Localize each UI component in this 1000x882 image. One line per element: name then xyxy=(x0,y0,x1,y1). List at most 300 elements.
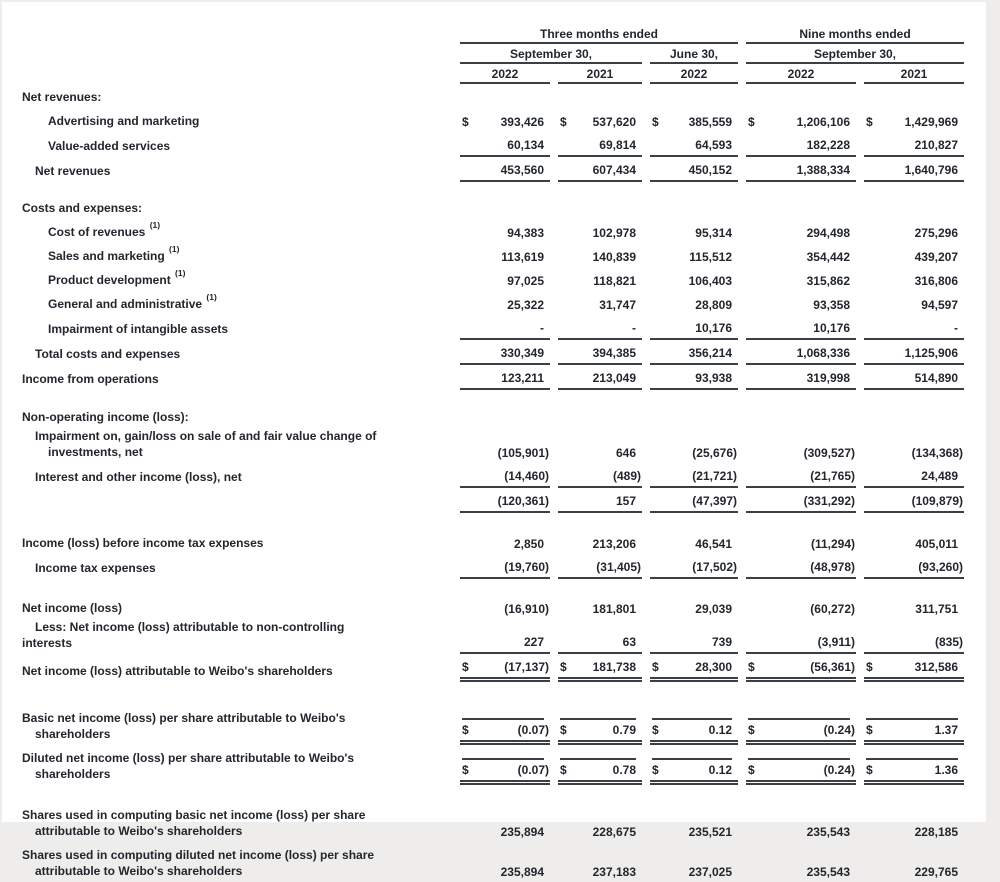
currency-symbol: $ xyxy=(462,763,469,777)
row-label xyxy=(22,530,452,554)
row-non-operating-total xyxy=(22,488,964,513)
value: 315,862 xyxy=(806,274,850,288)
label-line: Diluted net income (loss) per share attributable to Weibo's xyxy=(22,751,355,765)
row-non-operating-header xyxy=(22,404,964,428)
header-year: 2021 xyxy=(864,64,964,84)
row-diluted-eps xyxy=(22,750,964,785)
value: 1,206,106 xyxy=(796,115,850,129)
currency-symbol: $ xyxy=(560,115,567,129)
empty-cells xyxy=(460,195,964,219)
value: 69,814 xyxy=(599,138,636,152)
value-cell xyxy=(746,108,856,132)
row-impairment-of-intangible-assets xyxy=(22,315,964,340)
row-label xyxy=(22,315,452,340)
value: 106,403 xyxy=(688,274,732,288)
value-cell xyxy=(460,654,550,682)
value: 31,747 xyxy=(599,298,636,312)
value: 450,152 xyxy=(688,163,732,177)
value: (93,260) xyxy=(918,560,963,574)
value-cell xyxy=(558,530,642,554)
row-advertising-and-marketing xyxy=(22,108,964,132)
value-cell xyxy=(460,428,550,463)
value-cell xyxy=(746,243,856,267)
spacer xyxy=(22,579,964,595)
spacer xyxy=(22,513,964,530)
value-cell xyxy=(650,428,738,463)
value-cell xyxy=(864,132,964,157)
label-column-header xyxy=(22,24,452,44)
label-line: Shares used in computing basic net income (loss) per share xyxy=(22,808,366,822)
income-statement-table xyxy=(14,24,972,882)
value-cell xyxy=(650,365,738,390)
value-cell xyxy=(650,219,738,243)
value: 1,640,796 xyxy=(904,163,958,177)
value-cell xyxy=(460,554,550,579)
value: 10,176 xyxy=(813,321,850,335)
spacer xyxy=(22,182,964,195)
value: (0.24) xyxy=(823,723,855,737)
value-cell xyxy=(558,619,642,654)
value: (48,978) xyxy=(810,560,855,574)
value-cell xyxy=(864,750,964,785)
value-cell xyxy=(650,710,738,745)
empty-cells xyxy=(460,404,964,428)
value: 94,383 xyxy=(507,226,544,240)
row-label xyxy=(22,291,452,315)
value: 10,176 xyxy=(695,321,732,335)
row-label xyxy=(22,365,452,390)
value: (60,272) xyxy=(810,602,855,616)
label-line: attributable to Weibo's shareholders xyxy=(35,864,243,878)
label-line: General and administrative $^{(1)}$ xyxy=(48,292,217,311)
value-cell xyxy=(558,132,642,157)
row-net-income-attributable xyxy=(22,654,964,682)
label-line: Costs and expenses: xyxy=(22,201,143,215)
value-cell xyxy=(558,157,642,182)
value-cell xyxy=(864,219,964,243)
row-label xyxy=(22,108,452,132)
value: 157 xyxy=(615,494,636,508)
value: 0.12 xyxy=(708,763,732,777)
value: 319,998 xyxy=(806,371,850,385)
value-cell xyxy=(558,750,642,785)
value-cell xyxy=(650,595,738,619)
value: (109,879) xyxy=(911,494,963,508)
row-cost-of-revenues xyxy=(22,219,964,243)
value: (835) xyxy=(934,635,963,649)
header-year: 2022 xyxy=(650,64,738,84)
header-year: 2022 xyxy=(460,64,550,84)
value-cell xyxy=(746,807,856,842)
row-costs-and-expenses-header xyxy=(22,195,964,219)
value-cell xyxy=(746,157,856,182)
value: 118,821 xyxy=(593,274,636,288)
value: 439,207 xyxy=(914,250,958,264)
row-label xyxy=(22,219,452,243)
value-cell xyxy=(650,315,738,340)
value-cell xyxy=(864,807,964,842)
value-cell xyxy=(460,710,550,745)
label-line: investments, net xyxy=(48,445,143,459)
value: 97,025 xyxy=(507,274,544,288)
value: (21,721) xyxy=(692,469,737,483)
value-cell xyxy=(864,243,964,267)
value-cell xyxy=(746,340,856,365)
currency-symbol: $ xyxy=(560,723,567,737)
value-cell xyxy=(864,619,964,654)
header-three-months: Three months ended xyxy=(460,24,738,44)
value-cell xyxy=(460,619,550,654)
value-cell xyxy=(650,108,738,132)
value-cell xyxy=(460,267,550,291)
value: 235,894 xyxy=(500,825,544,839)
row-sales-and-marketing xyxy=(22,243,964,267)
value-cell xyxy=(864,654,964,682)
value: (56,361) xyxy=(810,660,855,674)
currency-symbol: $ xyxy=(652,660,659,674)
value-cell xyxy=(650,463,738,488)
value-cell xyxy=(558,267,642,291)
row-label xyxy=(22,195,452,219)
value: 235,894 xyxy=(500,865,544,879)
spacer-cell xyxy=(22,513,964,530)
value-cell xyxy=(864,488,964,513)
value-cell xyxy=(650,340,738,365)
value-cell xyxy=(460,340,550,365)
value: (309,527) xyxy=(803,446,855,460)
label-line: Advertising and marketing xyxy=(48,114,200,128)
value: 0.79 xyxy=(612,723,636,737)
spacer-cell xyxy=(22,390,964,404)
value-cell xyxy=(460,807,550,842)
value-cell xyxy=(460,108,550,132)
value-cell xyxy=(864,157,964,182)
label-line: Shares used in computing diluted net income (loss) per share xyxy=(22,848,375,862)
currency-symbol: $ xyxy=(866,115,873,129)
label-line: Product development $^{(1)}$ xyxy=(48,268,186,287)
currency-symbol: $ xyxy=(462,723,469,737)
value: 94,597 xyxy=(921,298,958,312)
value-cell xyxy=(746,530,856,554)
value: 181,738 xyxy=(592,660,636,674)
value: 385,559 xyxy=(688,115,732,129)
value-cell xyxy=(558,340,642,365)
row-general-and-administrative xyxy=(22,291,964,315)
value: (105,901) xyxy=(497,446,549,460)
footnote-marker: (1) xyxy=(149,220,161,230)
row-label xyxy=(22,157,452,182)
label-column-header xyxy=(22,44,452,64)
currency-symbol: $ xyxy=(560,763,567,777)
value: (331,292) xyxy=(803,494,855,508)
header-date-row xyxy=(22,44,964,64)
value: 1.37 xyxy=(934,723,958,737)
currency-symbol: $ xyxy=(462,115,469,129)
value-cell xyxy=(864,428,964,463)
value: (16,910) xyxy=(504,602,549,616)
value: (14,460) xyxy=(504,469,549,483)
value-cell xyxy=(460,243,550,267)
label-line: attributable to Weibo's shareholders xyxy=(35,824,243,838)
value: (47,397) xyxy=(692,494,737,508)
value: 356,214 xyxy=(688,346,732,360)
row-label xyxy=(22,84,452,108)
value-cell xyxy=(864,530,964,554)
row-shares-basic xyxy=(22,807,964,842)
value: 514,890 xyxy=(914,371,958,385)
value: 646 xyxy=(615,446,636,460)
footnote-marker: (1) xyxy=(169,244,180,254)
value-cell xyxy=(558,108,642,132)
row-net-income xyxy=(22,595,964,619)
value: 113,619 xyxy=(501,250,544,264)
value: 228,185 xyxy=(914,825,958,839)
header-june-30: June 30, xyxy=(650,44,738,64)
value-cell xyxy=(864,463,964,488)
value-cell xyxy=(746,595,856,619)
value-cell xyxy=(746,291,856,315)
value-cell xyxy=(864,710,964,745)
footnote-marker: (1) xyxy=(175,268,186,278)
label-line: Total costs and expenses xyxy=(35,347,181,361)
label-line: Sales and marketing $^{(1)}$ xyxy=(48,244,180,263)
value-cell xyxy=(558,365,642,390)
value: (17,137) xyxy=(504,660,549,674)
value-cell xyxy=(460,750,550,785)
value-cell xyxy=(864,108,964,132)
value-cell xyxy=(746,750,856,785)
currency-symbol: $ xyxy=(748,723,755,737)
value: 537,620 xyxy=(592,115,636,129)
currency-symbol: $ xyxy=(652,115,659,129)
value: 235,521 xyxy=(688,825,732,839)
currency-symbol: $ xyxy=(866,660,873,674)
value-cell xyxy=(460,365,550,390)
value-cell xyxy=(864,365,964,390)
value: 25,322 xyxy=(507,298,544,312)
value-cell xyxy=(460,132,550,157)
value: 63 xyxy=(622,635,636,649)
value: 181,801 xyxy=(592,602,636,616)
label-line: Income (loss) before income tax expenses xyxy=(22,536,264,550)
spacer xyxy=(22,390,964,404)
header-year: 2022 xyxy=(746,64,856,84)
row-income-before-tax xyxy=(22,530,964,554)
value-cell xyxy=(460,595,550,619)
value: 237,025 xyxy=(688,865,732,879)
value: (21,765) xyxy=(810,469,855,483)
row-label xyxy=(22,654,452,682)
value: 102,978 xyxy=(592,226,636,240)
spacer-cell xyxy=(22,579,964,595)
value-cell xyxy=(558,219,642,243)
label-line: Value-added services xyxy=(48,139,171,153)
value-cell xyxy=(746,554,856,579)
row-value-added-services xyxy=(22,132,964,157)
document-page xyxy=(2,2,986,879)
value-cell xyxy=(558,710,642,745)
value-cell xyxy=(864,340,964,365)
row-label xyxy=(22,404,452,428)
value-cell xyxy=(558,315,642,340)
row-label xyxy=(22,807,452,842)
currency-symbol: $ xyxy=(748,115,755,129)
currency-symbol: $ xyxy=(560,660,567,674)
value-cell xyxy=(746,267,856,291)
label-line: shareholders xyxy=(35,767,111,781)
value: 210,827 xyxy=(914,138,958,152)
row-label xyxy=(22,340,452,365)
row-product-development xyxy=(22,267,964,291)
header-year: 2021 xyxy=(558,64,642,84)
value: 294,498 xyxy=(806,226,850,240)
value-cell xyxy=(864,847,964,882)
value-cell xyxy=(558,554,642,579)
value: 95,314 xyxy=(695,226,732,240)
value-cell xyxy=(558,463,642,488)
value: 60,134 xyxy=(507,138,544,152)
value: 1,068,336 xyxy=(796,346,850,360)
value: (0.24) xyxy=(823,763,855,777)
value: 311,751 xyxy=(915,602,958,616)
label-line: Income from operations xyxy=(22,372,159,386)
value: - xyxy=(632,321,636,335)
row-interest-and-other-income xyxy=(22,463,964,488)
row-label xyxy=(22,243,452,267)
value-cell xyxy=(460,463,550,488)
value-cell xyxy=(460,530,550,554)
label-line: Net revenues: xyxy=(22,90,102,104)
value-cell xyxy=(864,291,964,315)
value: 394,385 xyxy=(592,346,636,360)
label-line: Basic net income (loss) per share attributable to Weibo's xyxy=(22,711,346,725)
value: 453,560 xyxy=(500,163,544,177)
value: 28,300 xyxy=(695,660,732,674)
value: (0.07) xyxy=(517,763,549,777)
value-cell xyxy=(746,219,856,243)
value-cell xyxy=(746,654,856,682)
row-non-controlling-interests xyxy=(22,619,964,654)
header-september-30-nine: September 30, xyxy=(746,44,964,64)
value-cell xyxy=(746,132,856,157)
currency-symbol: $ xyxy=(748,763,755,777)
header-september-30-three: September 30, xyxy=(460,44,642,64)
value: 64,593 xyxy=(695,138,732,152)
label-line: Impairment on, gain/loss on sale of and fair value change of xyxy=(35,429,377,443)
row-total-costs-and-expenses xyxy=(22,340,964,365)
value: 2,850 xyxy=(513,537,544,551)
label-line: interests xyxy=(22,636,73,650)
row-label xyxy=(22,488,452,513)
row-label xyxy=(22,428,452,463)
value: 607,434 xyxy=(592,163,636,177)
value: 46,541 xyxy=(695,537,732,551)
value-cell xyxy=(650,488,738,513)
value: 1,429,969 xyxy=(904,115,958,129)
value-cell xyxy=(864,554,964,579)
value-cell xyxy=(650,619,738,654)
value-cell xyxy=(460,157,550,182)
value: (489) xyxy=(612,469,641,483)
value: 330,349 xyxy=(500,346,544,360)
value-cell xyxy=(746,428,856,463)
value-cell xyxy=(558,428,642,463)
label-line: Net income (loss) attributable to Weibo's shareholders xyxy=(22,664,333,678)
value-cell xyxy=(746,710,856,745)
value: 213,206 xyxy=(592,537,636,551)
value: 739 xyxy=(711,635,732,649)
value: 1,388,334 xyxy=(796,163,850,177)
row-basic-eps xyxy=(22,710,964,745)
row-net-revenues-header xyxy=(22,84,964,108)
table-header xyxy=(22,24,964,84)
value: 28,809 xyxy=(695,298,732,312)
label-line: Impairment of intangible assets xyxy=(48,322,229,336)
value: - xyxy=(954,321,958,335)
row-label xyxy=(22,710,452,745)
value: 123,211 xyxy=(501,371,544,385)
value: 354,442 xyxy=(806,250,850,264)
currency-symbol: $ xyxy=(866,763,873,777)
spacer xyxy=(22,785,964,807)
currency-symbol: $ xyxy=(652,763,659,777)
value: - xyxy=(540,321,544,335)
row-label xyxy=(22,267,452,291)
row-income-from-operations xyxy=(22,365,964,390)
value: (0.07) xyxy=(517,723,549,737)
header-nine-months: Nine months ended xyxy=(746,24,964,44)
value-cell xyxy=(558,807,642,842)
value: 405,011 xyxy=(915,537,958,551)
row-label xyxy=(22,132,452,157)
currency-symbol: $ xyxy=(866,723,873,737)
label-line: Less: Net income (loss) attributable to non-controlling xyxy=(35,620,345,634)
row-shares-diluted xyxy=(22,847,964,882)
value-cell xyxy=(746,847,856,882)
value-cell xyxy=(558,291,642,315)
value-cell xyxy=(746,463,856,488)
label-line: Income tax expenses xyxy=(35,561,156,575)
value: 393,426 xyxy=(500,115,544,129)
value-cell xyxy=(650,654,738,682)
value-cell xyxy=(460,219,550,243)
header-year-row xyxy=(22,64,964,84)
label-line: shareholders xyxy=(35,727,111,741)
value: 140,839 xyxy=(592,250,636,264)
label-line: Cost of revenues $^{(1)}$ xyxy=(48,220,161,239)
label-line: Interest and other income (loss), net xyxy=(35,470,242,484)
value: 235,543 xyxy=(806,825,850,839)
value: 93,938 xyxy=(695,371,732,385)
value: 237,183 xyxy=(592,865,636,879)
value: (134,368) xyxy=(911,446,963,460)
value: 115,512 xyxy=(689,250,732,264)
currency-symbol: $ xyxy=(652,723,659,737)
value-cell xyxy=(558,488,642,513)
label-line: Non-operating income (loss): xyxy=(22,410,189,424)
value-cell xyxy=(650,243,738,267)
row-net-revenues-total xyxy=(22,157,964,182)
value: 182,228 xyxy=(806,138,850,152)
value: 1,125,906 xyxy=(904,346,958,360)
value-cell xyxy=(864,267,964,291)
value: 275,296 xyxy=(914,226,958,240)
row-impairment-investments xyxy=(22,428,964,463)
header-period-row xyxy=(22,24,964,44)
row-label xyxy=(22,463,452,488)
footnote-marker: (1) xyxy=(206,292,217,302)
value: 228,675 xyxy=(592,825,636,839)
